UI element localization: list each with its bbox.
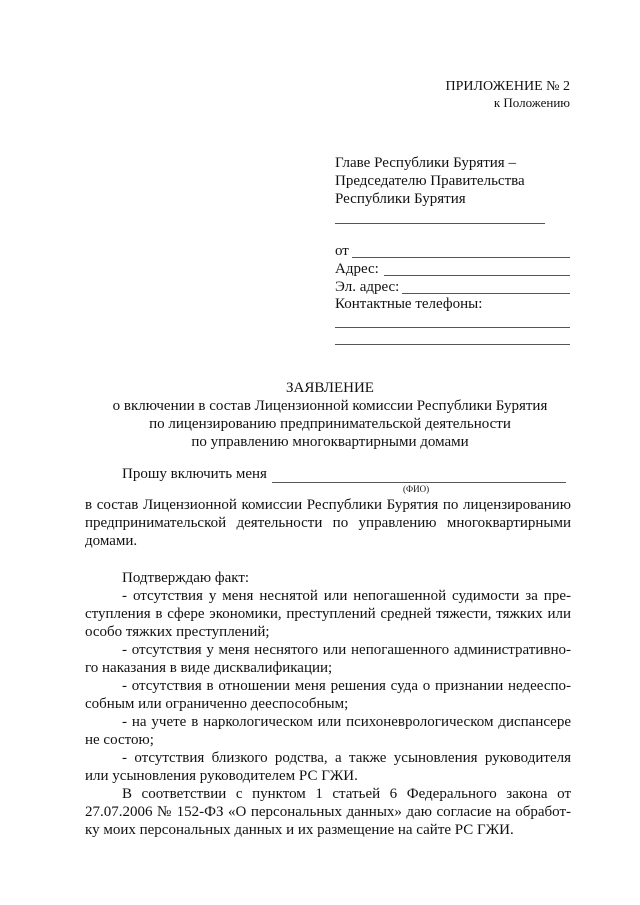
- appendix-title: ПРИЛОЖЕНИЕ № 2: [445, 79, 570, 94]
- from-field[interactable]: [352, 257, 570, 258]
- request-line-2: предпринимательской деятельности по управлению многоквартирными: [85, 515, 571, 531]
- statement-subtitle-2: по лицензированию предпринимательской деятельности: [149, 416, 511, 432]
- statement-subtitle-3: по управлению многоквартирными домами: [191, 434, 469, 450]
- consent-line-1: В соответствии с пунктом 1 статьей 6 Федерального закона от: [122, 786, 571, 802]
- confirm-line-11: или усыновления руководителем РС ГЖИ.: [85, 768, 358, 784]
- signature-line: [335, 223, 545, 224]
- confirm-line-9: не состою;: [85, 732, 154, 748]
- confirm-intro: Подтверждаю факт:: [122, 570, 250, 586]
- phones-field-2[interactable]: [335, 344, 570, 345]
- confirm-line-8: - на учете в наркологическом или психоневрологическом диспансере: [122, 714, 571, 730]
- fio-hint: (ФИО): [403, 484, 430, 494]
- confirm-line-1: - отсутствия у меня неснятой или непогашенной судимости за пре-: [122, 588, 571, 604]
- confirm-line-6: - отсутствия в отношении меня решения суда о признании недееспо-: [122, 678, 571, 694]
- from-label: от: [335, 243, 349, 259]
- confirm-line-2: ступления в сфере экономики, преступлений средней тяжести, тяжких или: [85, 606, 571, 622]
- addressee-line-3: Республики Бурятия: [335, 191, 466, 207]
- fio-field[interactable]: [272, 482, 566, 483]
- statement-title: ЗАЯВЛЕНИЕ: [286, 380, 374, 396]
- phones-label: Контактные телефоны:: [335, 296, 483, 312]
- statement-subtitle-1: о включении в состав Лицензионной комиссии Республики Бурятия: [112, 398, 548, 414]
- confirm-line-7: собным или ограниченно дееспособным;: [85, 696, 349, 712]
- address-label: Адрес:: [335, 261, 379, 277]
- confirm-line-3: особо тяжких преступлений;: [85, 624, 270, 640]
- email-field[interactable]: [402, 293, 570, 294]
- email-label: Эл. адрес:: [335, 279, 400, 295]
- appendix-subtitle: к Положению: [493, 95, 570, 110]
- confirm-line-5: го наказания в виде дисквалификации;: [85, 660, 333, 676]
- address-field[interactable]: [384, 275, 570, 276]
- phones-field-1[interactable]: [335, 327, 570, 328]
- consent-line-3: ку моих персональных данных и их размещение на сайте РС ГЖИ.: [85, 822, 514, 838]
- addressee-line-2: Председателю Правительства: [335, 173, 525, 189]
- consent-line-2: 27.07.2006 № 152-ФЗ «О персональных данных» даю согласие на обработ-: [85, 804, 571, 820]
- addressee-line-1: Главе Республики Бурятия –: [335, 155, 516, 171]
- confirm-line-10: - отсутствия близкого родства, а также усыновления руководителя: [122, 750, 571, 766]
- request-intro: Прошу включить меня: [122, 466, 267, 482]
- request-line-3: домами.: [85, 533, 138, 549]
- request-line-1: в состав Лицензионной комиссии Республики Бурятия по лицензированию: [85, 497, 571, 513]
- confirm-line-4: - отсутствия у меня неснятого или непогашенного административно-: [122, 642, 571, 658]
